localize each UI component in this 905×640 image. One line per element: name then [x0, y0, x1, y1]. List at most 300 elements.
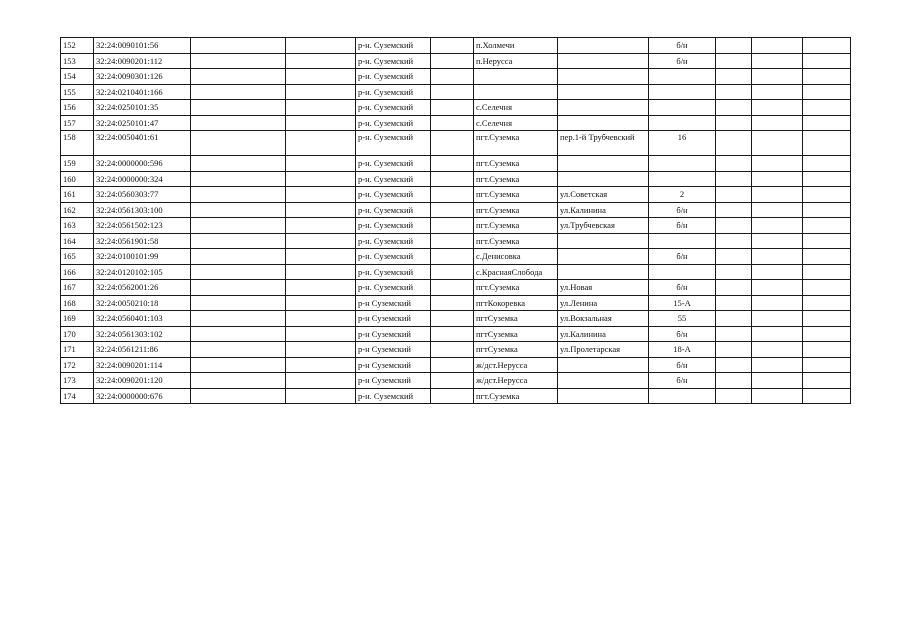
district-cell: р-н. Суземский: [356, 202, 431, 218]
empty-cell: [752, 326, 803, 342]
table-row: [61, 357, 851, 373]
district-cell: р-н Суземский: [356, 295, 431, 311]
empty-cell: [803, 69, 851, 85]
house-number-cell: 18-А: [649, 342, 716, 358]
locality-cell: п.Холмечи: [474, 38, 558, 54]
empty-cell: [716, 311, 752, 327]
empty-cell: [803, 131, 851, 156]
empty-cell: [716, 357, 752, 373]
cadastral-number-cell: 32:24:0000000:676: [94, 388, 191, 404]
street-cell: ул.Калинина: [558, 326, 649, 342]
empty-cell: [191, 388, 286, 404]
empty-cell: [191, 131, 286, 156]
empty-cell: [286, 115, 356, 131]
empty-cell: [191, 264, 286, 280]
empty-cell: [803, 233, 851, 249]
empty-cell: [431, 357, 474, 373]
cadastral-number-cell: 32:24:0561303:102: [94, 326, 191, 342]
empty-cell: [803, 218, 851, 234]
street-cell: [558, 373, 649, 389]
district-cell: р-н Суземский: [356, 373, 431, 389]
house-number-cell: б/н: [649, 38, 716, 54]
table-row: [61, 69, 851, 85]
empty-cell: [752, 357, 803, 373]
house-number-cell: б/н: [649, 218, 716, 234]
empty-cell: [752, 156, 803, 172]
empty-cell: [803, 115, 851, 131]
table-row: [61, 187, 851, 203]
cadastral-number-cell: 32:24:0250101:47: [94, 115, 191, 131]
empty-cell: [716, 233, 752, 249]
empty-cell: [716, 187, 752, 203]
empty-cell: [752, 295, 803, 311]
empty-cell: [191, 187, 286, 203]
empty-cell: [803, 53, 851, 69]
street-cell: ул.Трубчевская: [558, 218, 649, 234]
cadastral-number-cell: 32:24:0562001:26: [94, 280, 191, 296]
empty-cell: [431, 218, 474, 234]
street-cell: [558, 357, 649, 373]
cadastral-number-cell: 32:24:0090201:112: [94, 53, 191, 69]
street-cell: [558, 84, 649, 100]
empty-cell: [752, 100, 803, 116]
empty-cell: [286, 295, 356, 311]
table-row: [61, 280, 851, 296]
house-number-cell: б/н: [649, 280, 716, 296]
empty-cell: [286, 342, 356, 358]
table-row: [61, 84, 851, 100]
empty-cell: [286, 38, 356, 54]
cadastral-number-cell: 32:24:0000000:324: [94, 171, 191, 187]
empty-cell: [752, 373, 803, 389]
empty-cell: [752, 171, 803, 187]
row-number-cell: 166: [61, 264, 94, 280]
empty-cell: [716, 100, 752, 116]
street-cell: [558, 156, 649, 172]
district-cell: р-н. Суземский: [356, 38, 431, 54]
empty-cell: [191, 53, 286, 69]
empty-cell: [191, 100, 286, 116]
empty-cell: [191, 326, 286, 342]
house-number-cell: 15-А: [649, 295, 716, 311]
house-number-cell: б/н: [649, 373, 716, 389]
empty-cell: [752, 311, 803, 327]
row-number-cell: 155: [61, 84, 94, 100]
table-row: [61, 131, 851, 156]
cadastral-number-cell: 32:24:0560401:103: [94, 311, 191, 327]
row-number-cell: 174: [61, 388, 94, 404]
table-row: [61, 233, 851, 249]
empty-cell: [431, 311, 474, 327]
street-cell: ул.Советская: [558, 187, 649, 203]
empty-cell: [431, 100, 474, 116]
row-number-cell: 161: [61, 187, 94, 203]
empty-cell: [716, 388, 752, 404]
district-cell: р-н. Суземский: [356, 171, 431, 187]
locality-cell: [474, 69, 558, 85]
empty-cell: [431, 156, 474, 172]
row-number-cell: 168: [61, 295, 94, 311]
empty-cell: [431, 131, 474, 156]
empty-cell: [716, 295, 752, 311]
district-cell: р-н. Суземский: [356, 280, 431, 296]
street-cell: [558, 388, 649, 404]
locality-cell: пгт.Суземка: [474, 131, 558, 156]
empty-cell: [716, 264, 752, 280]
empty-cell: [286, 131, 356, 156]
empty-cell: [803, 187, 851, 203]
street-cell: [558, 38, 649, 54]
empty-cell: [286, 69, 356, 85]
locality-cell: пгт.Суземка: [474, 218, 558, 234]
row-number-cell: 170: [61, 326, 94, 342]
empty-cell: [191, 295, 286, 311]
empty-cell: [286, 249, 356, 265]
district-cell: р-н. Суземский: [356, 69, 431, 85]
street-cell: [558, 264, 649, 280]
empty-cell: [716, 280, 752, 296]
locality-cell: с.Денисовка: [474, 249, 558, 265]
empty-cell: [431, 115, 474, 131]
house-number-cell: 2: [649, 187, 716, 203]
row-number-cell: 165: [61, 249, 94, 265]
property-register-table: [60, 37, 851, 404]
cadastral-number-cell: 32:24:0561211:86: [94, 342, 191, 358]
house-number-cell: б/н: [649, 249, 716, 265]
house-number-cell: [649, 233, 716, 249]
empty-cell: [191, 249, 286, 265]
locality-cell: ж/дст.Нерусса: [474, 357, 558, 373]
empty-cell: [716, 131, 752, 156]
locality-cell: пгт.Суземка: [474, 156, 558, 172]
street-cell: ул.Калинина: [558, 202, 649, 218]
empty-cell: [803, 171, 851, 187]
row-number-cell: 156: [61, 100, 94, 116]
empty-cell: [286, 218, 356, 234]
cadastral-number-cell: 32:24:0100101:99: [94, 249, 191, 265]
row-number-cell: 157: [61, 115, 94, 131]
empty-cell: [752, 280, 803, 296]
row-number-cell: 163: [61, 218, 94, 234]
locality-cell: пгтКокоревка: [474, 295, 558, 311]
empty-cell: [286, 100, 356, 116]
table-row: [61, 202, 851, 218]
empty-cell: [286, 357, 356, 373]
empty-cell: [716, 69, 752, 85]
street-cell: [558, 171, 649, 187]
table-row: [61, 38, 851, 54]
district-cell: р-н. Суземский: [356, 187, 431, 203]
district-cell: р-н. Суземский: [356, 388, 431, 404]
house-number-cell: [649, 264, 716, 280]
street-cell: ул.Пролетарская: [558, 342, 649, 358]
street-cell: [558, 69, 649, 85]
empty-cell: [716, 156, 752, 172]
table-row: [61, 156, 851, 172]
row-number-cell: 152: [61, 38, 94, 54]
empty-cell: [286, 311, 356, 327]
locality-cell: п.Нерусса: [474, 53, 558, 69]
empty-cell: [191, 357, 286, 373]
row-number-cell: 154: [61, 69, 94, 85]
empty-cell: [752, 84, 803, 100]
empty-cell: [752, 202, 803, 218]
empty-cell: [803, 38, 851, 54]
row-number-cell: 160: [61, 171, 94, 187]
locality-cell: пгтСуземка: [474, 342, 558, 358]
house-number-cell: б/н: [649, 357, 716, 373]
locality-cell: пгт.Суземка: [474, 388, 558, 404]
house-number-cell: [649, 115, 716, 131]
empty-cell: [716, 326, 752, 342]
table-row: [61, 171, 851, 187]
empty-cell: [803, 249, 851, 265]
empty-cell: [286, 264, 356, 280]
house-number-cell: б/н: [649, 326, 716, 342]
table-row: [61, 249, 851, 265]
locality-cell: пгт.Суземка: [474, 233, 558, 249]
empty-cell: [431, 295, 474, 311]
empty-cell: [191, 84, 286, 100]
empty-cell: [752, 388, 803, 404]
empty-cell: [752, 233, 803, 249]
district-cell: р-н. Суземский: [356, 115, 431, 131]
district-cell: р-н Суземский: [356, 311, 431, 327]
table-row: [61, 311, 851, 327]
district-cell: р-н. Суземский: [356, 218, 431, 234]
house-number-cell: [649, 84, 716, 100]
empty-cell: [431, 53, 474, 69]
empty-cell: [431, 373, 474, 389]
row-number-cell: 162: [61, 202, 94, 218]
empty-cell: [191, 202, 286, 218]
empty-cell: [191, 373, 286, 389]
locality-cell: пгт.Суземка: [474, 202, 558, 218]
empty-cell: [191, 280, 286, 296]
street-cell: [558, 233, 649, 249]
empty-cell: [191, 171, 286, 187]
row-number-cell: 169: [61, 311, 94, 327]
empty-cell: [752, 38, 803, 54]
house-number-cell: 55: [649, 311, 716, 327]
empty-cell: [752, 187, 803, 203]
empty-cell: [191, 311, 286, 327]
empty-cell: [431, 84, 474, 100]
cadastral-number-cell: 32:24:0090201:120: [94, 373, 191, 389]
locality-cell: с.Селечня: [474, 100, 558, 116]
empty-cell: [286, 84, 356, 100]
house-number-cell: [649, 100, 716, 116]
empty-cell: [431, 187, 474, 203]
empty-cell: [803, 156, 851, 172]
cadastral-number-cell: 32:24:0561502:123: [94, 218, 191, 234]
street-cell: ул.Ленина: [558, 295, 649, 311]
table-row: [61, 100, 851, 116]
empty-cell: [716, 373, 752, 389]
locality-cell: пгтСуземка: [474, 326, 558, 342]
table-row: [61, 326, 851, 342]
empty-cell: [803, 295, 851, 311]
district-cell: р-н. Суземский: [356, 84, 431, 100]
empty-cell: [431, 38, 474, 54]
locality-cell: [474, 84, 558, 100]
locality-cell: пгт.Суземка: [474, 280, 558, 296]
table-row: [61, 115, 851, 131]
locality-cell: с.Селечня: [474, 115, 558, 131]
street-cell: [558, 115, 649, 131]
empty-cell: [752, 53, 803, 69]
cadastral-number-cell: 32:24:0050401:61: [94, 131, 191, 156]
locality-cell: пгт.Суземка: [474, 187, 558, 203]
empty-cell: [803, 373, 851, 389]
empty-cell: [803, 264, 851, 280]
empty-cell: [716, 38, 752, 54]
cadastral-number-cell: 32:24:0090101:56: [94, 38, 191, 54]
house-number-cell: б/н: [649, 202, 716, 218]
empty-cell: [286, 202, 356, 218]
empty-cell: [431, 202, 474, 218]
empty-cell: [191, 69, 286, 85]
empty-cell: [431, 69, 474, 85]
empty-cell: [752, 342, 803, 358]
street-cell: ул.Вокзальная: [558, 311, 649, 327]
empty-cell: [716, 84, 752, 100]
district-cell: р-н. Суземский: [356, 233, 431, 249]
empty-cell: [286, 280, 356, 296]
table-row: [61, 53, 851, 69]
cadastral-number-cell: 32:24:0090201:114: [94, 357, 191, 373]
empty-cell: [752, 115, 803, 131]
table-row: [61, 373, 851, 389]
table-row: [61, 295, 851, 311]
empty-cell: [286, 373, 356, 389]
house-number-cell: [649, 388, 716, 404]
empty-cell: [752, 264, 803, 280]
empty-cell: [191, 218, 286, 234]
street-cell: ул.Новая: [558, 280, 649, 296]
house-number-cell: [649, 156, 716, 172]
locality-cell: ж/дст.Нерусса: [474, 373, 558, 389]
empty-cell: [803, 84, 851, 100]
empty-cell: [716, 249, 752, 265]
empty-cell: [752, 218, 803, 234]
empty-cell: [803, 342, 851, 358]
table-body: [61, 38, 851, 404]
empty-cell: [803, 100, 851, 116]
empty-cell: [716, 171, 752, 187]
row-number-cell: 171: [61, 342, 94, 358]
cadastral-number-cell: 32:24:0561303:100: [94, 202, 191, 218]
empty-cell: [803, 202, 851, 218]
empty-cell: [803, 311, 851, 327]
row-number-cell: 153: [61, 53, 94, 69]
locality-cell: пгтСуземка: [474, 311, 558, 327]
locality-cell: пгт.Суземка: [474, 171, 558, 187]
empty-cell: [716, 202, 752, 218]
cadastral-number-cell: 32:24:0210401:166: [94, 84, 191, 100]
street-cell: [558, 249, 649, 265]
cadastral-number-cell: 32:24:0560303:77: [94, 187, 191, 203]
empty-cell: [286, 156, 356, 172]
empty-cell: [431, 171, 474, 187]
table-row: [61, 218, 851, 234]
empty-cell: [286, 326, 356, 342]
locality-cell: с.КраснаяСлобода: [474, 264, 558, 280]
cadastral-number-cell: 32:24:0000000:596: [94, 156, 191, 172]
table-row: [61, 342, 851, 358]
empty-cell: [803, 280, 851, 296]
empty-cell: [431, 326, 474, 342]
row-number-cell: 173: [61, 373, 94, 389]
empty-cell: [752, 131, 803, 156]
cadastral-number-cell: 32:24:0561901:58: [94, 233, 191, 249]
row-number-cell: 172: [61, 357, 94, 373]
empty-cell: [191, 342, 286, 358]
cadastral-number-cell: 32:24:0050210:18: [94, 295, 191, 311]
street-cell: пер.1-й Трубчевский: [558, 131, 649, 156]
house-number-cell: 16: [649, 131, 716, 156]
empty-cell: [803, 357, 851, 373]
empty-cell: [803, 326, 851, 342]
row-number-cell: 158: [61, 131, 94, 156]
district-cell: р-н. Суземский: [356, 131, 431, 156]
empty-cell: [716, 342, 752, 358]
empty-cell: [431, 249, 474, 265]
empty-cell: [716, 53, 752, 69]
cadastral-number-cell: 32:24:0090301:126: [94, 69, 191, 85]
district-cell: р-н Суземский: [356, 342, 431, 358]
empty-cell: [286, 53, 356, 69]
row-number-cell: 167: [61, 280, 94, 296]
empty-cell: [431, 264, 474, 280]
empty-cell: [431, 233, 474, 249]
cadastral-number-cell: 32:24:0250101:35: [94, 100, 191, 116]
empty-cell: [191, 233, 286, 249]
empty-cell: [431, 342, 474, 358]
house-number-cell: [649, 171, 716, 187]
row-number-cell: 159: [61, 156, 94, 172]
empty-cell: [716, 115, 752, 131]
district-cell: р-н Суземский: [356, 326, 431, 342]
empty-cell: [286, 171, 356, 187]
street-cell: [558, 53, 649, 69]
district-cell: р-н. Суземский: [356, 53, 431, 69]
table-row: [61, 264, 851, 280]
empty-cell: [191, 115, 286, 131]
cadastral-number-cell: 32:24:0120102:105: [94, 264, 191, 280]
house-number-cell: б/н: [649, 53, 716, 69]
district-cell: р-н. Суземский: [356, 156, 431, 172]
empty-cell: [191, 38, 286, 54]
empty-cell: [752, 69, 803, 85]
empty-cell: [191, 156, 286, 172]
empty-cell: [286, 233, 356, 249]
empty-cell: [716, 218, 752, 234]
district-cell: р-н. Суземский: [356, 264, 431, 280]
street-cell: [558, 100, 649, 116]
empty-cell: [803, 388, 851, 404]
empty-cell: [431, 280, 474, 296]
empty-cell: [752, 249, 803, 265]
empty-cell: [286, 187, 356, 203]
district-cell: р-н. Суземский: [356, 100, 431, 116]
house-number-cell: [649, 69, 716, 85]
district-cell: р-н. Суземский: [356, 249, 431, 265]
table-row: [61, 388, 851, 404]
row-number-cell: 164: [61, 233, 94, 249]
empty-cell: [431, 388, 474, 404]
empty-cell: [286, 388, 356, 404]
